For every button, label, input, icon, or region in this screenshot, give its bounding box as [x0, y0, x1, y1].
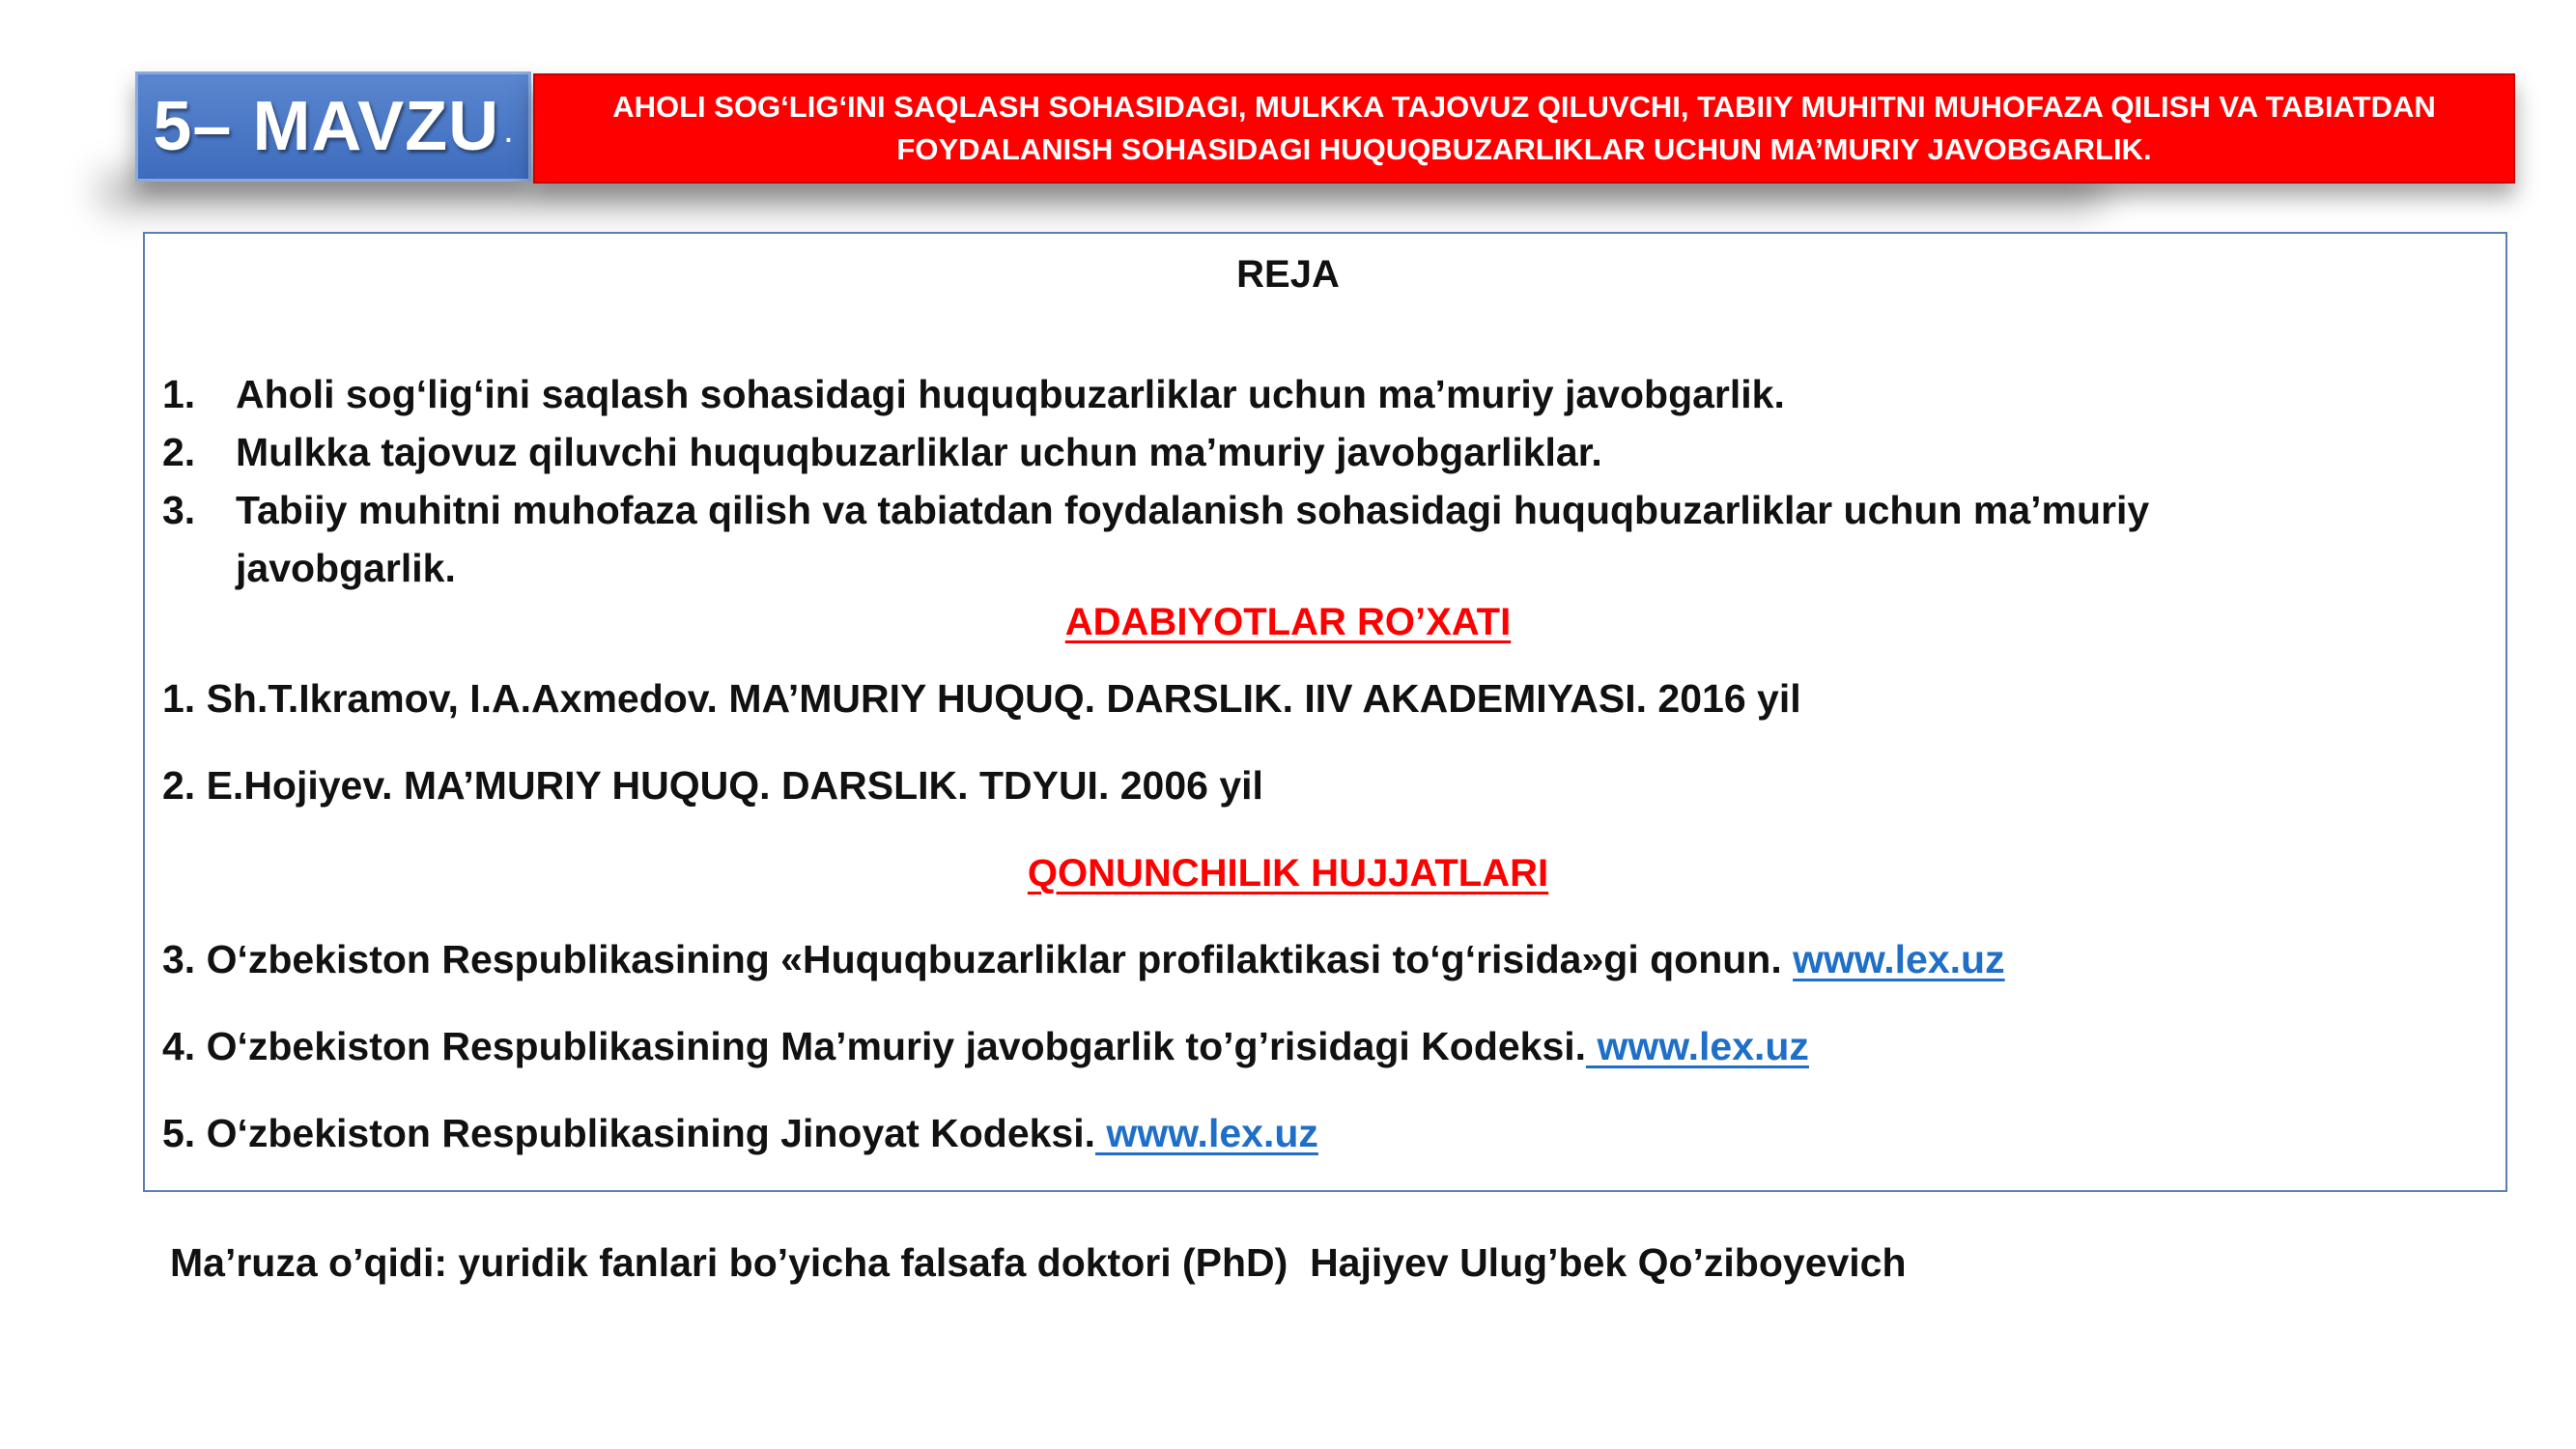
- legislation-item: [162, 937, 2005, 982]
- literature-item-text: 2. E.Hojiyev. MA’MURIY HUQUQ. DARSLIK. TDYUI. 2006 yil: [162, 763, 1263, 808]
- plan-heading: REJA: [1236, 253, 1340, 296]
- plan-item: [162, 423, 2461, 481]
- legislation-item: [162, 1024, 1809, 1069]
- topic-title: AHOLI SOG‘LIG‘INI SAQLASH SOHASIDAGI, MULKKA TAJOVUZ QILUVCHI, TABIIY MUHITNI MUHOFAZA QILISH VA TABIATDAN FOYDALANISH SOHASIDAGI HUQUQBUZARLIKLAR UCHUN MA’MURIY JAVOBGARLIK.: [612, 90, 2436, 166]
- plan-item: [162, 481, 2461, 597]
- plan-item-number: 1.: [162, 372, 196, 416]
- lecturer-credit: Ma’ruza o’qidi: yuridik fanlari bo’yicha falsafa doktori (PhD) Hajiyev Ulug’bek Qo’ziboyevich: [170, 1240, 1907, 1285]
- plan-item-number: 2.: [162, 430, 196, 474]
- plan-item-number: 3.: [162, 488, 196, 532]
- plan-list: [162, 365, 2461, 597]
- lex-uz-link[interactable]: www.lex.uz: [1793, 937, 2005, 981]
- legislation-item-text: 3. O‘zbekiston Respublikasining «Huquqbuzarliklar profilaktikasi to‘g‘risida»gi qonun.: [162, 937, 1794, 981]
- plan-item-text: Aholi sog‘lig‘ini saqlash sohasidagi huquqbuzarliklar uchun ma’muriy javobgarlik.: [236, 372, 1785, 416]
- legislation-item: [162, 1111, 1318, 1156]
- topic-number-badge: [135, 71, 531, 182]
- literature-item-text: 1. Sh.T.Ikramov, I.A.Axmedov. MA’MURIY HUQUQ. DARSLIK. IIV AKADEMIYASI. 2016 yil: [162, 676, 1801, 721]
- literature-item: [162, 763, 1263, 809]
- topic-title-banner: [533, 73, 2515, 184]
- lex-uz-link[interactable]: www.lex.uz: [1586, 1024, 1809, 1068]
- literature-heading: ADABIYOTLAR RO’XATI: [1064, 601, 1512, 643]
- topic-number-dot: .: [503, 110, 514, 151]
- plan-item: [162, 365, 2461, 423]
- plan-item-text: Mulkka tajovuz qiluvchi huquqbuzarliklar uchun ma’muriy javobgarliklar.: [236, 430, 1602, 474]
- topic-number-label: 5– MAVZU: [153, 88, 500, 165]
- lex-uz-link[interactable]: www.lex.uz: [1095, 1111, 1318, 1155]
- legislation-item-text: 4. O‘zbekiston Respublikasining Ma’muriy javobgarlik to’g’risidagi Kodeksi.: [162, 1024, 1587, 1068]
- literature-item: [162, 676, 1801, 722]
- legislation-heading: QONUNCHILIK HUJJATLARI: [1027, 852, 1549, 895]
- plan-item-text: Tabiiy muhitni muhofaza qilish va tabiatdan foydalanish sohasidagi huquqbuzarliklar uchun ma’muriy javobgarlik.: [236, 488, 2150, 590]
- legislation-item-text: 5. O‘zbekiston Respublikasining Jinoyat Kodeksi.: [162, 1111, 1096, 1155]
